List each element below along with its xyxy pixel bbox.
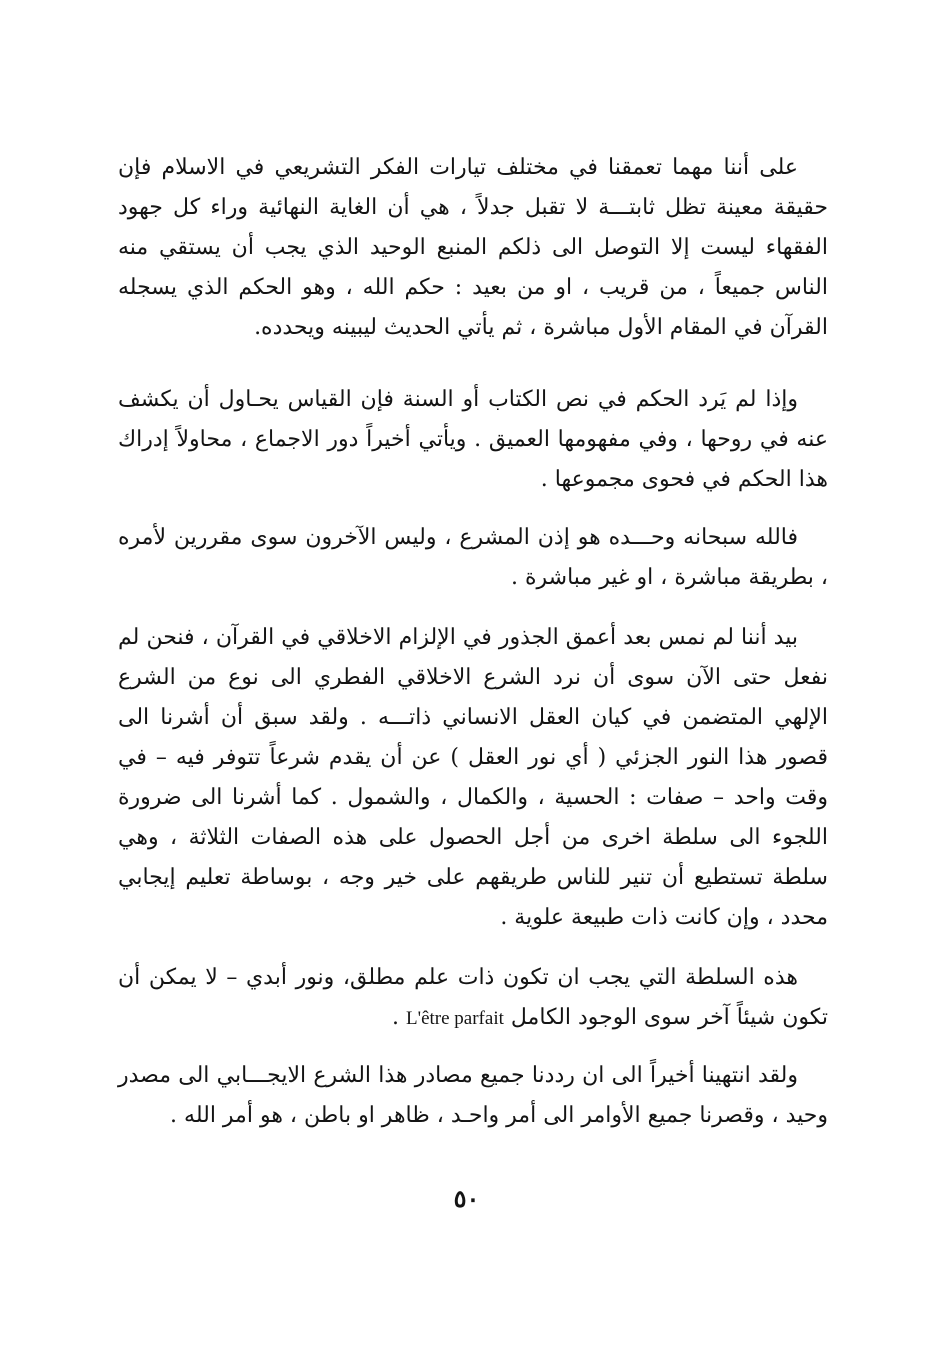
paragraph-5-end: . bbox=[392, 1005, 400, 1030]
paragraph-2 bbox=[118, 380, 828, 500]
paragraph-5 bbox=[118, 958, 828, 1039]
paragraph-4-text: بيد أننا لم نمس بعد أعمق الجذور في الإلزام الاخلاقي في القرآن ، فنحن لم نفعل حتى الآن سوى أن نرد الشرع الاخلاقي الفطري الى نوع من الشرع الإلهي المتضمن في كيان العقل الانساني ذاتـــه . ولقد سبق أن أشرنا الى قصور هذا النور الجزئي ( أي نور العقل ) عن أن يقدم شرعاً تتوفر فيه – في وقت واحد – صفات : الحسية ، والكمال ، والشمول . كما أشرنا الى ضرورة اللجوء الى سلطة اخرى من أجل الحصول على هذه الصفات الثلاثة ، وهي سلطة تستطيع أن تنير للناس طريقهم على خير وجه ، بوساطة تعليم إيجابي محدد ، وإن كانت ذات طبيعة علوية . bbox=[118, 625, 828, 930]
page-number: ٥٠ bbox=[453, 1184, 480, 1213]
paragraph-6-text: ولقد انتهينا أخيراً الى ان رددنا جميع مصادر هذا الشرع الايجـــابي الى مصدر وحيد ، وقصرنا جميع الأوامر الى أمر واحـد ، ظاهر او باطن ، هو أمر الله . bbox=[118, 1063, 828, 1128]
paragraph-1 bbox=[118, 148, 828, 348]
paragraph-6 bbox=[118, 1056, 828, 1136]
paragraph-1-text: على أننا مهما تعمقنا في مختلف تيارات الفكر التشريعي في الاسلام فإن حقيقة معينة تظل ثابتـــة لا تقبل جدلاً ، هي أن الغاية النهائية وراء كل جهود الفقهاء ليست إلا التوصل الى ذلكم المنبع الوحيد الذي يجب أن يستقي منه الناس جميعاً ، من قريب ، او من بعيد : حكم الله ، وهو الحكم الذي يسجله القرآن في المقام الأول مباشرة ، ثم يأتي الحديث ليبينه ويحدده. bbox=[118, 155, 828, 340]
paragraph-3 bbox=[118, 518, 828, 598]
paragraph-4 bbox=[118, 618, 828, 938]
paragraph-5-french-term: L'être parfait bbox=[406, 1008, 504, 1029]
paragraph-2-text: وإذا لم يَرد الحكم في نص الكتاب أو السنة فإن القياس يحـاول أن يكشف عنه في روحها ، وفي مفهومها العميق . ويأتي أخيراً دور الاجماع ، محاولاً إدراك هذا الحكم في فحوى مجموعها . bbox=[118, 387, 828, 492]
paragraph-5-text bbox=[118, 958, 828, 1039]
paragraph-3-text: فالله سبحانه وحـــده هو إذن المشرع ، وليس الآخرون سوى مقررين لأمره ، بطريقة مباشرة ، او غير مباشرة . bbox=[118, 525, 828, 590]
paragraph-5-arabic: هذه السلطة التي يجب ان تكون ذات علم مطلق، ونور أبدي – لا يمكن أن تكون شيئاً آخر سوى الوجود الكامل bbox=[118, 965, 828, 1030]
